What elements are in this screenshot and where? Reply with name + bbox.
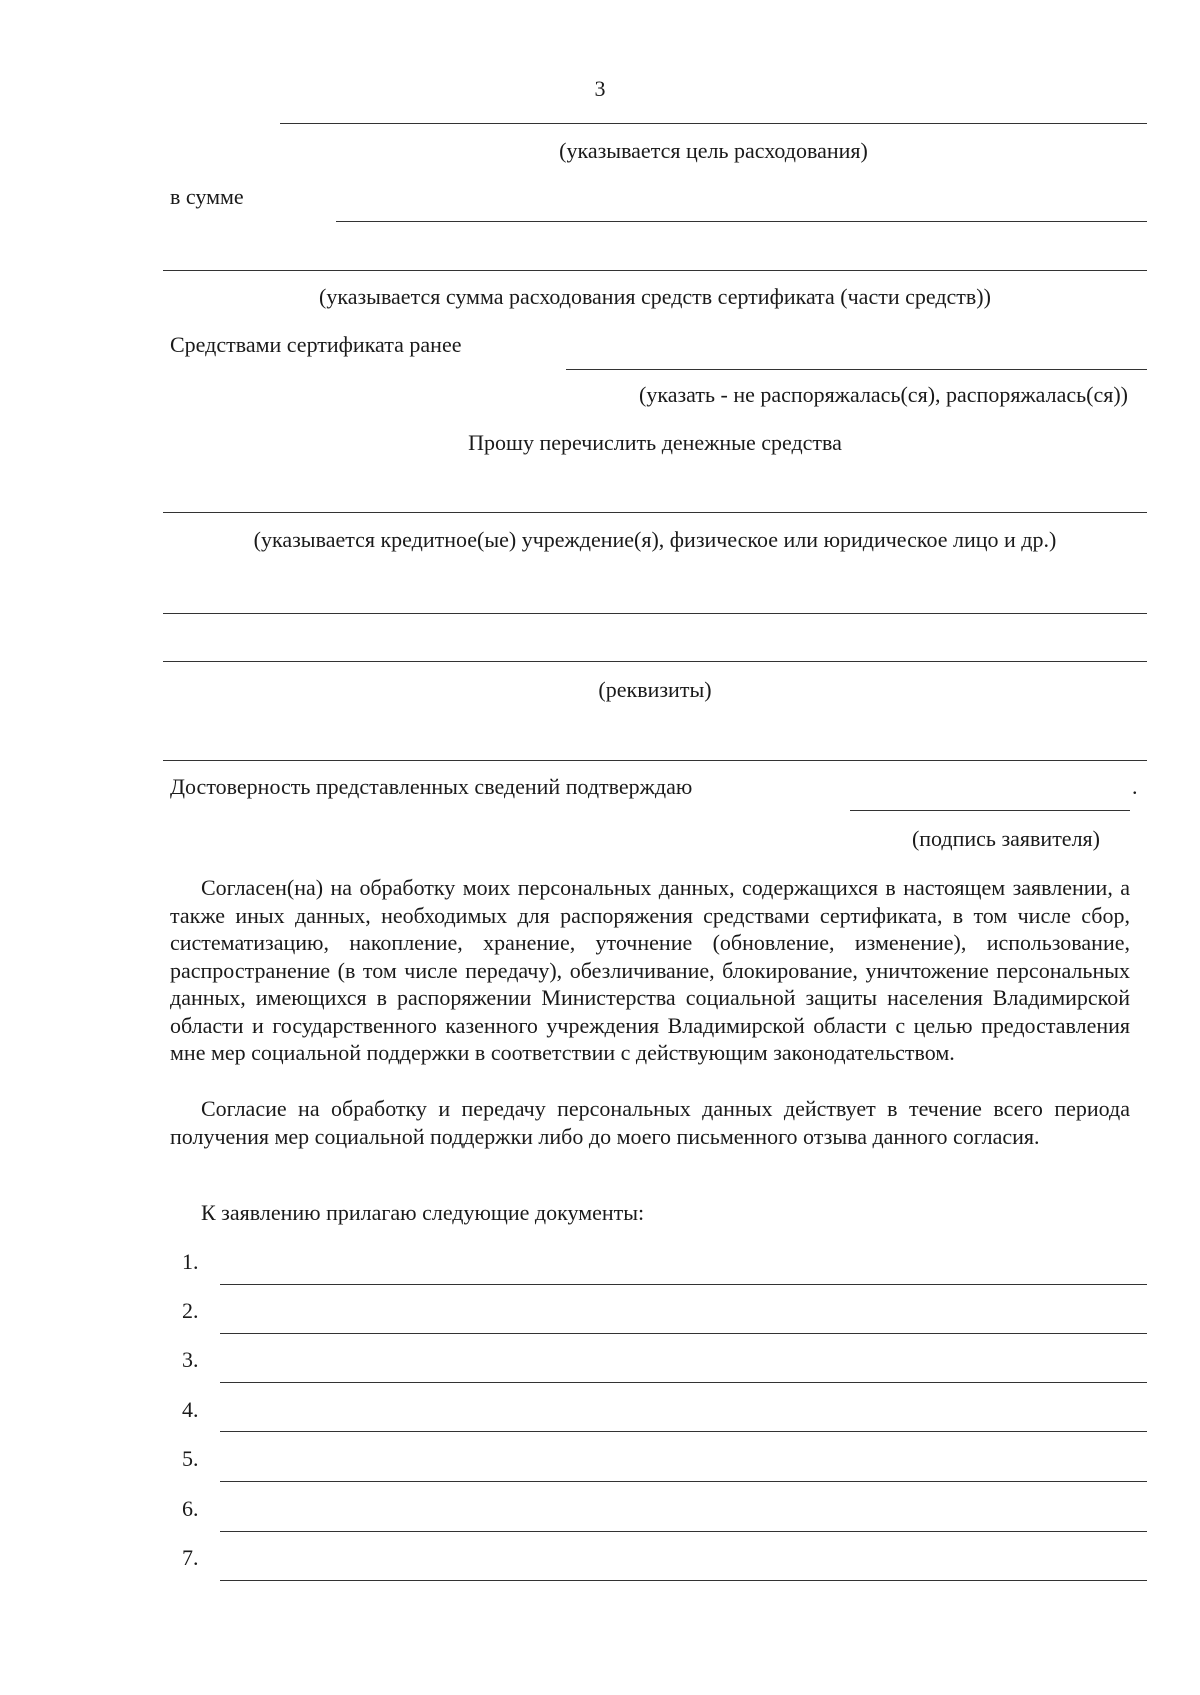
attachments-label: К заявлению прилагаю следующие документы: [201, 1200, 645, 1225]
consent-paragraph-1: Согласен(на) на обработку моих персональных данных, содержащихся в настоящем заявлении, а также иных данных, необходимых для распоряжения средствами сертификата, в том числе сбор, систематизацию, накопление, хранение, уточнение (обновление, изменение), использование, распространение (в том числе передачу), обезличивание, блокирование, уничтожение персональных данных, имеющихся в распоряжении Министерства социальной защиты населения Владимирской области и государственного казенного учреждения Владимирской области с целью предоставления мне мер социальной поддержки в соответствии с действующим законодательством. [170, 875, 1130, 1065]
purpose-caption: (указывается цель расходования) [559, 138, 868, 163]
attachment-field-3[interactable] [220, 1382, 1147, 1383]
attachment-field-2[interactable] [220, 1333, 1147, 1334]
confirm-label: Достоверность представленных сведений подтверждаю [170, 774, 693, 799]
attachment-field-1[interactable] [220, 1284, 1147, 1285]
attachment-field-4[interactable] [220, 1431, 1147, 1432]
attachment-field-6[interactable] [220, 1531, 1147, 1532]
page-number: 3 [594, 76, 606, 101]
requisites-caption: (реквизиты) [598, 677, 712, 702]
requisites-field-line-2[interactable] [163, 661, 1147, 662]
attachment-field-7[interactable] [220, 1580, 1147, 1581]
attachment-number: 5. [182, 1446, 199, 1471]
purpose-field[interactable] [280, 123, 1147, 124]
prior-use-field[interactable] [566, 369, 1147, 370]
requisites-field-line-3[interactable] [163, 760, 1147, 761]
amount-caption: (указывается сумма расходования средств сертификата (части средств)) [319, 284, 991, 309]
amount-field-continued[interactable] [163, 270, 1147, 271]
consent-paragraph-2: Согласие на обработку и передачу персональных данных действует в течение всего периода получения мер социальной поддержки либо до моего письменного отзыва данного согласия. [170, 1096, 1130, 1149]
attachment-number: 4. [182, 1397, 199, 1422]
amount-field[interactable] [336, 221, 1147, 222]
transfer-label: Прошу перечислить денежные средства [468, 430, 842, 455]
signature-field[interactable] [850, 810, 1130, 811]
signature-caption: (подпись заявителя) [911, 826, 1100, 851]
confirm-dot: . [1132, 774, 1138, 799]
amount-label: в сумме [170, 184, 244, 209]
prior-use-caption: (указать - не распоряжалась(ся), распоряжалась(ся)) [639, 382, 1128, 407]
prior-use-label: Средствами сертификата ранее [170, 332, 462, 357]
attachment-number: 6. [182, 1496, 199, 1521]
attachment-number: 2. [182, 1298, 199, 1323]
requisites-field-line-1[interactable] [163, 613, 1147, 614]
recipient-field[interactable] [163, 512, 1147, 513]
recipient-caption: (указывается кредитное(ые) учреждение(я), физическое или юридическое лицо и др.) [253, 527, 1057, 552]
attachment-field-5[interactable] [220, 1481, 1147, 1482]
attachment-number: 3. [182, 1347, 199, 1372]
attachment-number: 7. [182, 1545, 199, 1570]
attachment-number: 1. [182, 1249, 199, 1274]
